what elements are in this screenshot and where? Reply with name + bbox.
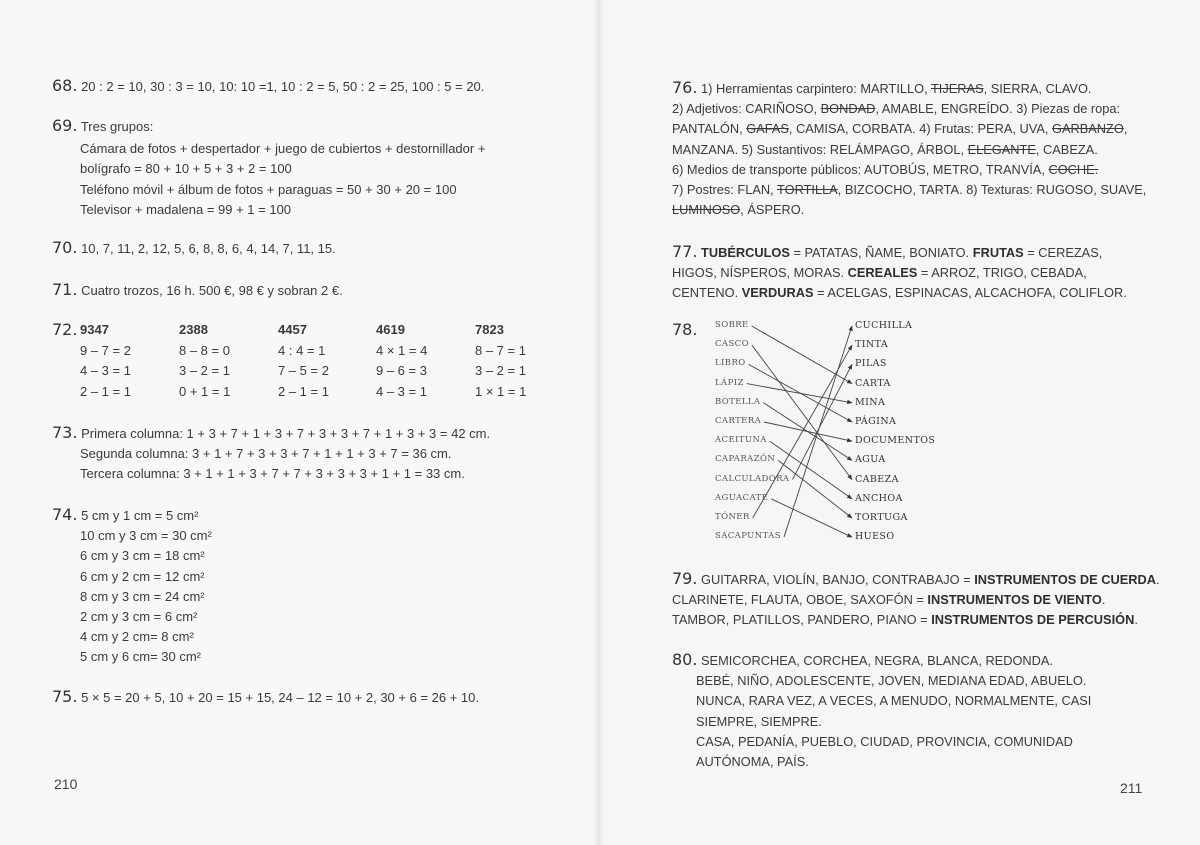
text-run: HIGOS, NÍSPEROS, MORAS. <box>672 265 848 281</box>
column-line: 2 – 1 = 1 <box>278 383 329 399</box>
exercise-number: 74. <box>52 505 78 524</box>
exercise-number: 72. <box>52 320 78 339</box>
match-arrow <box>764 422 852 441</box>
column-header: 4457 <box>278 322 307 337</box>
exercise-number: 76. <box>672 78 698 97</box>
exercise-number: 73. <box>52 423 78 442</box>
column-line: 9 – 7 = 2 <box>80 342 131 358</box>
exercise-number: 77. <box>672 242 698 261</box>
exercise-line: 4 cm y 2 cm= 8 cm² <box>80 629 194 645</box>
number-column <box>179 320 230 402</box>
right-word: ANCHOA <box>855 492 903 504</box>
left-word: LÁPIZ <box>715 377 744 388</box>
exercise-number: 68. <box>52 76 78 95</box>
right-word: TINTA <box>855 339 889 351</box>
exercise-line: 10 cm y 3 cm = 30 cm² <box>80 528 212 544</box>
left-word: AGUACATE <box>715 492 769 503</box>
exercise-line: SEMICORCHEA, CORCHEA, NEGRA, BLANCA, REDONDA. <box>701 653 1053 668</box>
left-word: ACEITUNA <box>715 435 767 446</box>
category-label: INSTRUMENTOS DE CUERDA <box>974 572 1156 587</box>
match-arrow <box>770 441 852 499</box>
match-arrow <box>792 364 852 479</box>
exercise-line: Tercera columna: 3 + 1 + 1 + 3 + 7 + 7 + 3 + 3 + 3 + 1 + 1 = 33 cm. <box>80 466 465 482</box>
column-line: 1 × 1 = 1 <box>475 383 527 399</box>
text-run: CENTENO. <box>672 285 742 301</box>
exercise-line: Cámara de fotos + despertador + juego de cubiertos + destornillador + <box>80 141 486 157</box>
right-word: CUCHILLA <box>855 320 913 331</box>
left-word: CARTERA <box>715 416 762 426</box>
exercise-line: Teléfono móvil + álbum de fotos + paraguas = 50 + 30 + 20 = 100 <box>80 181 457 197</box>
number-column <box>278 320 329 402</box>
exercise-71 <box>52 280 343 301</box>
crossed-word: GAFAS <box>746 121 789 137</box>
text-run: , CABEZA. <box>1035 141 1098 157</box>
column-line: 4 × 1 = 4 <box>376 342 428 358</box>
category-label: INSTRUMENTOS DE PERCUSIÓN <box>931 612 1135 628</box>
right-word: CABEZA <box>855 473 899 485</box>
right-word: PILAS <box>855 358 887 370</box>
column-header: 7823 <box>475 322 504 337</box>
column-line: 8 – 8 = 0 <box>179 342 230 358</box>
exercise-line: AUTÓNOMA, PAÍS. <box>696 754 809 770</box>
match-arrow <box>784 326 852 537</box>
left-page <box>0 0 598 845</box>
exercise-number: 78. <box>672 320 698 339</box>
left-word: TÓNER <box>715 512 750 522</box>
right-word: AGUA <box>855 454 886 466</box>
left-word: CASCO <box>715 339 749 350</box>
text-run: = ARROZ, TRIGO, CEBADA, <box>917 265 1087 281</box>
column-line: 8 – 7 = 1 <box>475 342 526 358</box>
text-run: MANZANA. 5) Sustantivos: RELÁMPAGO, ÁRBOL, <box>672 141 968 157</box>
text-run: CLARINETE, FLAUTA, OBOE, SAXOFÓN = <box>672 592 928 608</box>
right-word: MINA <box>855 396 886 408</box>
category-label: VERDURAS <box>741 285 814 301</box>
column-line: 4 : 4 = 1 <box>278 342 326 358</box>
crossed-word: GARBANZO <box>1051 121 1124 137</box>
exercise-72 <box>52 320 552 410</box>
exercise-line: 8 cm y 3 cm = 24 cm² <box>80 588 205 604</box>
exercise-78-number-wrap <box>672 320 697 341</box>
match-arrow <box>747 384 852 403</box>
column-line: 7 – 5 = 2 <box>278 363 329 378</box>
page-number: 211 <box>1120 780 1143 796</box>
exercise-75 <box>52 687 479 708</box>
exercise-73 <box>52 423 490 485</box>
left-word: BOTELLA <box>715 396 761 407</box>
exercise-line: CASA, PEDANÍA, PUEBLO, CIUDAD, PROVINCIA, COMUNIDAD <box>696 733 1073 749</box>
left-word: CAPARAZÓN <box>715 454 776 465</box>
exercise-69 <box>52 116 485 220</box>
right-word: PÁGINA <box>855 416 897 427</box>
exercise-line: 5 cm y 1 cm = 5 cm² <box>81 508 199 523</box>
left-word: LIBRO <box>715 358 746 369</box>
text-run: PANTALÓN, <box>672 121 747 137</box>
book-gutter <box>592 0 606 845</box>
match-arrow <box>778 460 852 518</box>
exercise-line: SIEMPRE, SIEMPRE. <box>696 713 822 729</box>
exercise-text: 10, 7, 11, 2, 12, 5, 6, 8, 8, 6, 4, 14, 7, 11, 15. <box>81 241 336 256</box>
right-word: CARTA <box>855 377 891 389</box>
category-label: TUBÉRCULOS <box>701 245 790 260</box>
exercise-line: BEBÉ, NIÑO, ADOLESCENTE, JOVEN, MEDIANA EDAD, ABUELO. <box>696 673 1087 689</box>
match-arrow <box>771 499 852 537</box>
column-header: 4619 <box>376 322 405 337</box>
right-word: TORTUGA <box>855 512 908 523</box>
column-line: 3 – 2 = 1 <box>179 363 230 378</box>
text-run: , AMABLE, ENGREÍDO. 3) Piezas de ropa: <box>875 101 1121 117</box>
crossed-word: ELEGANTE <box>967 141 1036 157</box>
exercise-line: Tres grupos: <box>80 119 154 134</box>
text-run: 2) Adjetivos: CARIÑOSO, <box>672 101 821 117</box>
crossed-word: TIJERAS <box>930 81 984 96</box>
exercise-74 <box>52 505 212 668</box>
text-run: , <box>1123 121 1128 137</box>
exercise-text: Cuatro trozos, 16 h. 500 €, 98 € y sobran 2 €. <box>81 283 343 298</box>
exercise-76 <box>672 78 1146 220</box>
text-run: . <box>1101 592 1106 608</box>
text-run: , ÁSPERO. <box>740 202 805 218</box>
exercise-line: Primera columna: 1 + 3 + 7 + 1 + 3 + 7 + 3 + 3 + 7 + 1 + 3 + 3 = 42 cm. <box>81 426 491 441</box>
right-word: HUESO <box>855 531 895 543</box>
exercise-text: 5 × 5 = 20 + 5, 10 + 20 = 15 + 15, 24 – 12 = 10 + 2, 30 + 6 = 26 + 10. <box>81 690 479 705</box>
number-column <box>376 320 427 402</box>
text-run: 7) Postres: FLAN, <box>672 182 778 198</box>
text-run: , BIZCOCHO, TARTA. 8) Texturas: RUGOSO, SUAVE, <box>837 182 1147 198</box>
text-run: 6) Medios de transporte públicos: AUTOBÚS, METRO, TRANVÍA, <box>672 161 1049 177</box>
text-run: . <box>1134 612 1138 628</box>
category-label: INSTRUMENTOS DE VIENTO <box>927 592 1102 608</box>
column-line: 0 + 1 = 1 <box>179 383 231 399</box>
column-header: 2388 <box>179 322 208 337</box>
crossed-word: COCHE. <box>1048 161 1099 177</box>
crossed-word: LUMINOSO <box>672 202 741 218</box>
exercise-77 <box>672 242 1127 304</box>
left-word: SACAPUNTAS <box>715 531 781 542</box>
exercise-line: bolígrafo = 80 + 10 + 5 + 3 + 2 = 100 <box>80 161 292 177</box>
text-run: . <box>1155 572 1160 587</box>
column-header: 9347 <box>80 322 109 337</box>
exercise-line: 6 cm y 2 cm = 12 cm² <box>80 568 205 584</box>
column-line: 9 – 6 = 3 <box>376 363 427 378</box>
crossed-word: BONDAD <box>820 101 876 117</box>
exercise-number: 75. <box>52 687 78 706</box>
exercise-line: 6 cm y 3 cm = 18 cm² <box>80 548 205 564</box>
exercise-number: 71. <box>52 280 78 299</box>
left-word: CALCULADORA <box>715 473 790 484</box>
exercise-80 <box>672 650 1091 772</box>
column-line: 4 – 3 = 1 <box>80 363 131 378</box>
right-word: DOCUMENTOS <box>855 435 936 447</box>
crossed-word: TORTILLA <box>777 182 838 198</box>
text-run: GUITARRA, VIOLÍN, BANJO, CONTRABAJO = <box>701 572 975 587</box>
column-line: 3 – 2 = 1 <box>475 363 526 378</box>
text-run: 1) Herramientas carpintero: MARTILLO, <box>701 81 931 96</box>
text-run: , SIERRA, CLAVO. <box>983 81 1092 96</box>
exercise-number: 70. <box>52 238 78 257</box>
category-label: FRUTAS <box>972 245 1024 260</box>
column-line: 2 – 1 = 1 <box>80 383 131 399</box>
exercise-number: 69. <box>52 116 78 135</box>
exercise-text: 20 : 2 = 10, 30 : 3 = 10, 10: 10 =1, 10 : 2 = 5, 50 : 2 = 25, 100 : 5 = 20. <box>81 79 485 94</box>
text-run: TAMBOR, PLATILLOS, PANDERO, PIANO = <box>672 612 932 628</box>
exercise-line: 5 cm y 6 cm= 30 cm² <box>80 649 201 665</box>
matching-diagram <box>715 320 955 552</box>
column-line: 4 – 3 = 1 <box>376 383 427 399</box>
exercise-line: Segunda columna: 3 + 1 + 7 + 3 + 3 + 7 + 1 + 1 + 3 + 7 = 36 cm. <box>80 446 452 462</box>
text-run: = ACELGAS, ESPINACAS, ALCACHOFA, COLIFLOR. <box>813 285 1127 301</box>
exercise-70 <box>52 238 336 259</box>
text-run: = CEREZAS, <box>1023 245 1103 260</box>
exercise-79 <box>672 569 1160 631</box>
text-run: = PATATAS, ÑAME, BONIATO. <box>789 245 973 260</box>
text-run: , CAMISA, CORBATA. 4) Frutas: PERA, UVA, <box>788 121 1052 137</box>
exercise-number: 80. <box>672 650 698 669</box>
page-number: 210 <box>54 776 78 792</box>
exercise-line: NUNCA, RARA VEZ, A VECES, A MENUDO, NORMALMENTE, CASI <box>696 693 1092 709</box>
number-column <box>80 320 131 402</box>
right-page <box>598 0 1200 845</box>
exercise-line: 2 cm y 3 cm = 6 cm² <box>80 609 198 625</box>
left-word: SOBRE <box>715 320 749 330</box>
exercise-number: 79. <box>672 569 698 588</box>
number-column <box>475 320 526 402</box>
exercise-line: Televisor + madalena = 99 + 1 = 100 <box>80 201 292 217</box>
category-label: CEREALES <box>847 265 918 281</box>
exercise-68 <box>52 76 484 97</box>
